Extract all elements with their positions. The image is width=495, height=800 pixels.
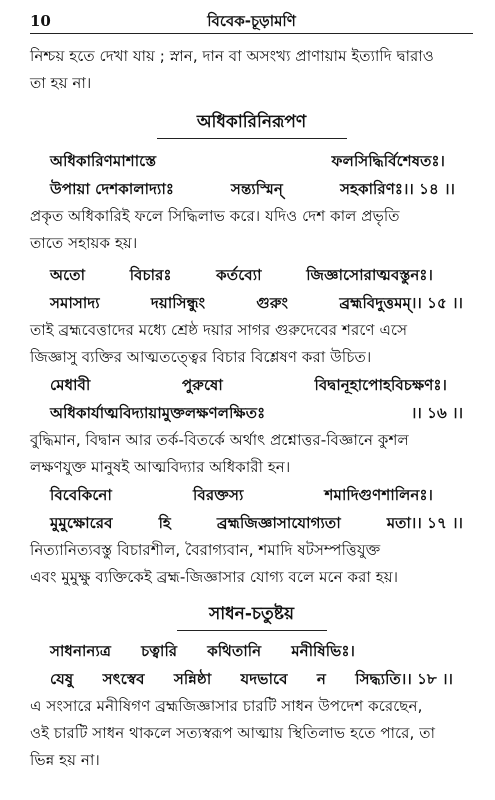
verse-word: বিবেকিনো bbox=[50, 486, 112, 504]
verse-14-line-1 bbox=[30, 147, 473, 175]
verse-word: মনীষিভিঃ। bbox=[291, 642, 355, 660]
text-line: তাই ব্রহ্মবেত্তাদের মধ্যে শ্রেষ্ঠ দয়ার সাগর গুরুদেবের শরণে এসে bbox=[30, 321, 408, 339]
running-title: বিবেক-চূড়ামণি bbox=[207, 12, 296, 30]
text-line: ওই চারটি সাধন থাকলে সত্যস্বরূপ আত্মায় স্থিতিলাভ হতে পারে, তা bbox=[30, 724, 435, 742]
verse-word: চত্বারি bbox=[141, 642, 178, 660]
text-line: প্রকৃত অধিকারিই ফলে সিদ্ধিলাভ করে। যদিও দেশ কাল প্রভৃতি bbox=[30, 207, 400, 225]
verse-number: ।। ১৬ ।। bbox=[410, 404, 463, 422]
verse-word: যেষু bbox=[50, 670, 74, 688]
section-heading-sadhan bbox=[30, 599, 473, 631]
text-line: বুদ্ধিমান, বিদ্বান আর তর্ক-বিতর্কে অর্থাৎ প্রশ্নোত্তর-বিজ্ঞানে কুশল bbox=[30, 431, 409, 449]
verse-word: দয়াসিন্ধুং bbox=[150, 294, 206, 312]
text-line: লক্ষণযুক্ত মানুষই আত্মবিদ্যার অধিকারী হন। bbox=[30, 458, 291, 476]
verse-word: সাধনান্যত্র bbox=[50, 642, 112, 660]
paragraph-intro bbox=[30, 43, 473, 97]
paragraph-explanation-18 bbox=[30, 693, 473, 774]
verse-15-line-1 bbox=[30, 261, 473, 289]
verse-word: মতা।। ১৭ ।। bbox=[386, 514, 463, 532]
page-number: 10 bbox=[30, 12, 51, 30]
verse-word: উপায়া দেশকালাদ্যাঃ bbox=[50, 180, 174, 198]
verse-word: বিদ্বানূহাপোহবিচক্ষণঃ। bbox=[314, 376, 447, 394]
paragraph-explanation-14 bbox=[30, 203, 473, 257]
verse-word: অধিকারিণমাশাস্তে bbox=[50, 152, 157, 170]
section-title: অধিকারিনিরূপণ bbox=[196, 112, 307, 132]
header-rule bbox=[30, 33, 473, 34]
text-line: তাতে সহায়ক হয়। bbox=[30, 234, 138, 252]
paragraph-explanation-17 bbox=[30, 537, 473, 591]
text-line: নিত্যানিত্যবস্তু বিচারশীল, বৈরাগ্যবান, শমাদি ষটসম্পত্তিযুক্ত bbox=[30, 541, 381, 559]
text-line: নিশ্চয় হতে দেখা যায় ; স্নান, দান বা অসংখ্য প্রাণায়াম ইত্যাদি দ্বারাও bbox=[30, 47, 434, 65]
verse-word: অধিকার্যাত্মবিদ্যায়ামুক্তলক্ষণলক্ষিতঃ bbox=[50, 404, 266, 422]
section-heading-adhikari bbox=[30, 107, 473, 139]
verse-16-line-1 bbox=[30, 371, 473, 399]
paragraph-explanation-15 bbox=[30, 317, 473, 371]
verse-word: কথিতানি bbox=[207, 642, 262, 660]
verse-word: ফলসিদ্ধির্বিশেষতঃ। bbox=[331, 152, 445, 170]
verse-word: অতো bbox=[50, 266, 86, 284]
verse-word: সন্নিষ্ঠা bbox=[173, 670, 212, 688]
verse-word: মুমুক্ষোরেব bbox=[50, 514, 113, 532]
verse-word: হি bbox=[158, 514, 171, 532]
verse-word: সন্ত্যস্মিন্ bbox=[230, 180, 283, 198]
section-title: সাধন-চতুষ্টয় bbox=[208, 604, 295, 624]
verse-word: সিদ্ধ্যতি।। ১৮ ।। bbox=[355, 670, 453, 688]
verse-18-line-1 bbox=[30, 637, 473, 665]
verse-word: ব্রহ্মজিজ্ঞাসাযোগ্যতা bbox=[216, 514, 341, 532]
heading-underline bbox=[157, 138, 347, 139]
verse-15-line-2 bbox=[30, 289, 473, 317]
verse-word: শমাদিগুণশালিনঃ। bbox=[324, 486, 433, 504]
verse-word: জিজ্ঞাসোরাত্মবস্তুনঃ। bbox=[306, 266, 433, 284]
verse-word: পুরুষো bbox=[181, 376, 223, 394]
text-line: ভিন্ন হয় না। bbox=[30, 751, 100, 769]
verse-16-line-2 bbox=[30, 399, 473, 427]
verse-14-line-2 bbox=[30, 175, 473, 203]
verse-word: ন bbox=[316, 670, 326, 688]
paragraph-explanation-16 bbox=[30, 427, 473, 481]
verse-word: গুরুং bbox=[256, 294, 289, 312]
verse-word: মেধাবী bbox=[50, 376, 91, 394]
text-line: জিজ্ঞাসু ব্যক্তির আত্মতত্ত্বের বিচার বিশ্লেষণ করা উচিত। bbox=[30, 348, 372, 366]
text-line: তা হয় না। bbox=[30, 74, 92, 92]
verse-18-line-2 bbox=[30, 665, 473, 693]
verse-word: সৎস্বেব bbox=[102, 670, 145, 688]
verse-17-line-1 bbox=[30, 481, 473, 509]
verse-word: সহকারিণঃ।। ১৪ ।। bbox=[339, 180, 455, 198]
page-header bbox=[30, 0, 473, 34]
verse-word: বিরক্তস্য bbox=[193, 486, 244, 504]
verse-word: বিচারঃ bbox=[129, 266, 172, 284]
text-line: এবং মুমুক্ষু ব্যক্তিকেই ব্রহ্ম-জিজ্ঞাসার যোগ্য বলে মনে করা হয়। bbox=[30, 568, 399, 586]
verse-word: সমাসাদ্য bbox=[50, 294, 100, 312]
verse-17-line-2 bbox=[30, 509, 473, 537]
verse-word: ব্রহ্মবিদুত্তমম্।। ১৫ ।। bbox=[339, 294, 463, 312]
text-line: এ সংসারে মনীষিগণ ব্রহ্মজিজ্ঞাসার চারটি সাধন উপদেশ করেছেন, bbox=[30, 697, 423, 715]
verse-word: কর্তব্যো bbox=[216, 266, 262, 284]
heading-underline bbox=[177, 630, 327, 631]
verse-word: যদভাবে bbox=[240, 670, 288, 688]
